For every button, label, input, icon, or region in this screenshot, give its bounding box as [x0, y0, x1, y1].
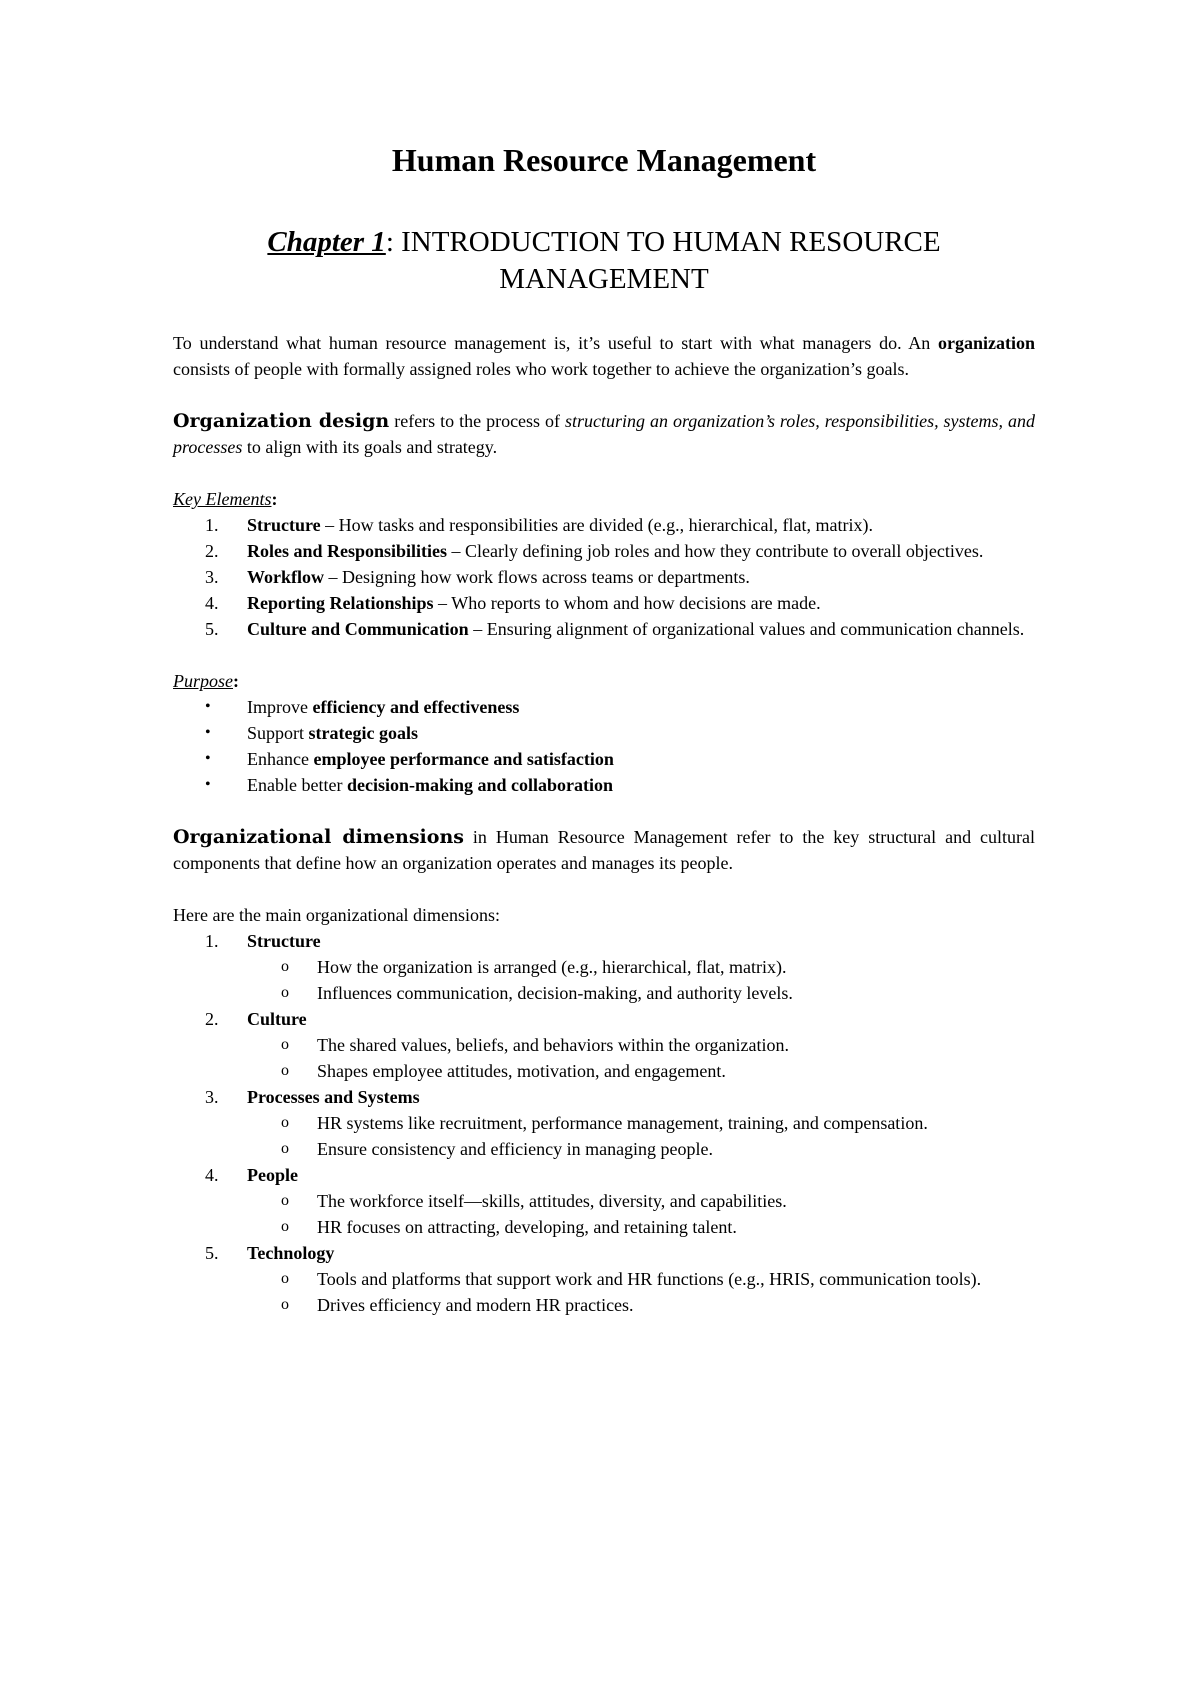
key-element-term: Reporting Relationships — [247, 593, 434, 613]
dimension-subitem — [173, 1266, 1035, 1292]
key-element-item — [173, 538, 1035, 564]
list-number: 5. — [205, 1243, 219, 1263]
dimension-subitem — [173, 1136, 1035, 1162]
org-dimensions-paragraph — [173, 824, 1035, 876]
key-element-item — [173, 616, 1035, 642]
purpose-lead: Support — [247, 723, 309, 743]
org-dimensions-text: in Human Resource Management refer to the key structural and cultural components that define how an organization operates and manages its people. — [173, 827, 1035, 873]
dimension-subitem — [173, 1188, 1035, 1214]
purpose-list — [173, 694, 1035, 798]
org-design-italic: structuring an organization’s roles, responsibilities, systems, and processes — [173, 411, 1035, 457]
dimension-title: Structure — [247, 931, 321, 951]
dimension-subitem — [173, 954, 1035, 980]
dimension-subitem — [173, 1058, 1035, 1084]
intro-paragraph — [173, 330, 1035, 382]
dimension-subitem-text: Ensure consistency and efficiency in managing people. — [317, 1139, 714, 1159]
purpose-colon: : — [233, 671, 239, 691]
dimension-subitem-text: Drives efficiency and modern HR practices. — [317, 1295, 634, 1315]
key-element-item — [173, 564, 1035, 590]
org-design-text-1: refers to the process of — [389, 411, 565, 431]
dimension-sublist — [247, 1110, 1035, 1162]
purpose-bold: strategic goals — [308, 723, 418, 743]
key-elements-heading — [173, 486, 1035, 512]
key-element-text: – Ensuring alignment of organizational values and communication channels. — [468, 619, 1025, 639]
list-number: 1. — [205, 515, 219, 535]
dimension-subitem — [173, 1110, 1035, 1136]
dimension-sublist — [247, 1266, 1035, 1318]
bullet-icon: • — [205, 776, 211, 793]
circle-bullet-icon: o — [281, 1114, 289, 1131]
circle-bullet-icon: o — [281, 1192, 289, 1209]
chapter-label: Chapter 1 — [267, 226, 386, 258]
dimension-sublist — [247, 1188, 1035, 1240]
intro-bold-term: organization — [938, 333, 1035, 353]
list-number: 5. — [205, 619, 219, 639]
purpose-lead: Improve — [247, 697, 313, 717]
dimension-item — [173, 1240, 1035, 1318]
dimension-item — [173, 1084, 1035, 1162]
bullet-icon: • — [205, 724, 211, 741]
dimension-subitem-text: Shapes employee attitudes, motivation, and engagement. — [317, 1061, 726, 1081]
dimension-subitem-text: The shared values, beliefs, and behaviors within the organization. — [317, 1035, 790, 1055]
purpose-item — [173, 720, 1035, 746]
purpose-label: Purpose — [173, 671, 233, 691]
org-design-term: Organization design — [173, 410, 390, 432]
list-number: 4. — [205, 1165, 219, 1185]
dimension-item — [173, 928, 1035, 1006]
dimension-subitem — [173, 1292, 1035, 1318]
circle-bullet-icon: o — [281, 1062, 289, 1079]
list-number: 4. — [205, 593, 219, 613]
dimension-sublist — [247, 1032, 1035, 1084]
list-number: 3. — [205, 567, 219, 587]
chapter-title-line1: INTRODUCTION TO HUMAN RESOURCE — [401, 226, 941, 258]
circle-bullet-icon: o — [281, 958, 289, 975]
dimension-subitem — [173, 1032, 1035, 1058]
purpose-bold: efficiency and effectiveness — [312, 697, 520, 717]
org-dimensions-term: Organizational dimensions — [173, 826, 464, 848]
circle-bullet-icon: o — [281, 1270, 289, 1287]
document-title: Human Resource Management — [391, 142, 817, 178]
list-number: 3. — [205, 1087, 219, 1107]
key-element-item — [173, 512, 1035, 538]
circle-bullet-icon: o — [281, 1296, 289, 1313]
key-element-term: Structure — [247, 515, 321, 535]
circle-bullet-icon: o — [281, 1218, 289, 1235]
purpose-lead: Enable better — [247, 775, 347, 795]
dimension-subitem — [173, 980, 1035, 1006]
dimension-subitem-text: How the organization is arranged (e.g., hierarchical, flat, matrix). — [317, 957, 787, 977]
key-elements-list — [173, 512, 1035, 642]
circle-bullet-icon: o — [281, 984, 289, 1001]
key-element-text: – How tasks and responsibilities are divided (e.g., hierarchical, flat, matrix). — [320, 515, 873, 535]
intro-text-1: To understand what human resource management is, it’s useful to start with what managers do. An — [173, 333, 938, 353]
bullet-icon: • — [205, 698, 211, 715]
key-element-item — [173, 590, 1035, 616]
chapter-heading — [173, 224, 1035, 298]
purpose-bold: decision-making and collaboration — [346, 775, 613, 795]
dimension-title: Processes and Systems — [247, 1087, 420, 1107]
dimension-subitem-text: The workforce itself—skills, attitudes, diversity, and capabilities. — [317, 1191, 787, 1211]
dimension-subitem-text: HR focuses on attracting, developing, and retaining talent. — [317, 1217, 737, 1237]
intro-text-2: consists of people with formally assigned roles who work together to achieve the organization’s goals. — [173, 359, 909, 379]
org-design-text-2: to align with its goals and strategy. — [242, 437, 498, 457]
org-design-paragraph — [173, 408, 1035, 460]
key-element-text: – Who reports to whom and how decisions are made. — [433, 593, 821, 613]
key-element-term: Culture and Communication — [247, 619, 469, 639]
dimension-sublist — [247, 954, 1035, 1006]
dimension-subitem-text: Influences communication, decision-making, and authority levels. — [317, 983, 793, 1003]
list-number: 1. — [205, 931, 219, 951]
purpose-item — [173, 694, 1035, 720]
purpose-heading — [173, 668, 1035, 694]
circle-bullet-icon: o — [281, 1036, 289, 1053]
dimension-title: Culture — [247, 1009, 307, 1029]
purpose-item — [173, 746, 1035, 772]
list-number: 2. — [205, 541, 219, 561]
key-elements-label: Key Elements — [173, 489, 272, 509]
dimension-subitem-text: HR systems like recruitment, performance management, training, and compensation. — [317, 1113, 928, 1133]
key-element-text: – Clearly defining job roles and how they contribute to overall objectives. — [447, 541, 984, 561]
purpose-bold: employee performance and satisfaction — [313, 749, 614, 769]
list-number: 2. — [205, 1009, 219, 1029]
dimensions-list — [173, 928, 1035, 1318]
purpose-item — [173, 772, 1035, 798]
key-element-text: – Designing how work flows across teams or departments. — [324, 567, 750, 587]
bullet-icon: • — [205, 750, 211, 767]
dimension-title: Technology — [247, 1243, 335, 1263]
dimension-item — [173, 1006, 1035, 1084]
key-element-term: Workflow — [247, 567, 325, 587]
key-element-term: Roles and Responsibilities — [247, 541, 448, 561]
key-elements-colon: : — [271, 489, 278, 509]
dimension-title: People — [247, 1165, 298, 1185]
main-dimensions-intro: Here are the main organizational dimensions: — [173, 905, 501, 925]
purpose-lead: Enhance — [247, 749, 314, 769]
dimension-item — [173, 1162, 1035, 1240]
circle-bullet-icon: o — [281, 1140, 289, 1157]
dimension-subitem — [173, 1214, 1035, 1240]
dimension-subitem-text: Tools and platforms that support work and HR functions (e.g., HRIS, communication tools). — [317, 1269, 982, 1289]
chapter-title-line2: MANAGEMENT — [499, 263, 709, 295]
chapter-separator: : — [385, 226, 402, 258]
